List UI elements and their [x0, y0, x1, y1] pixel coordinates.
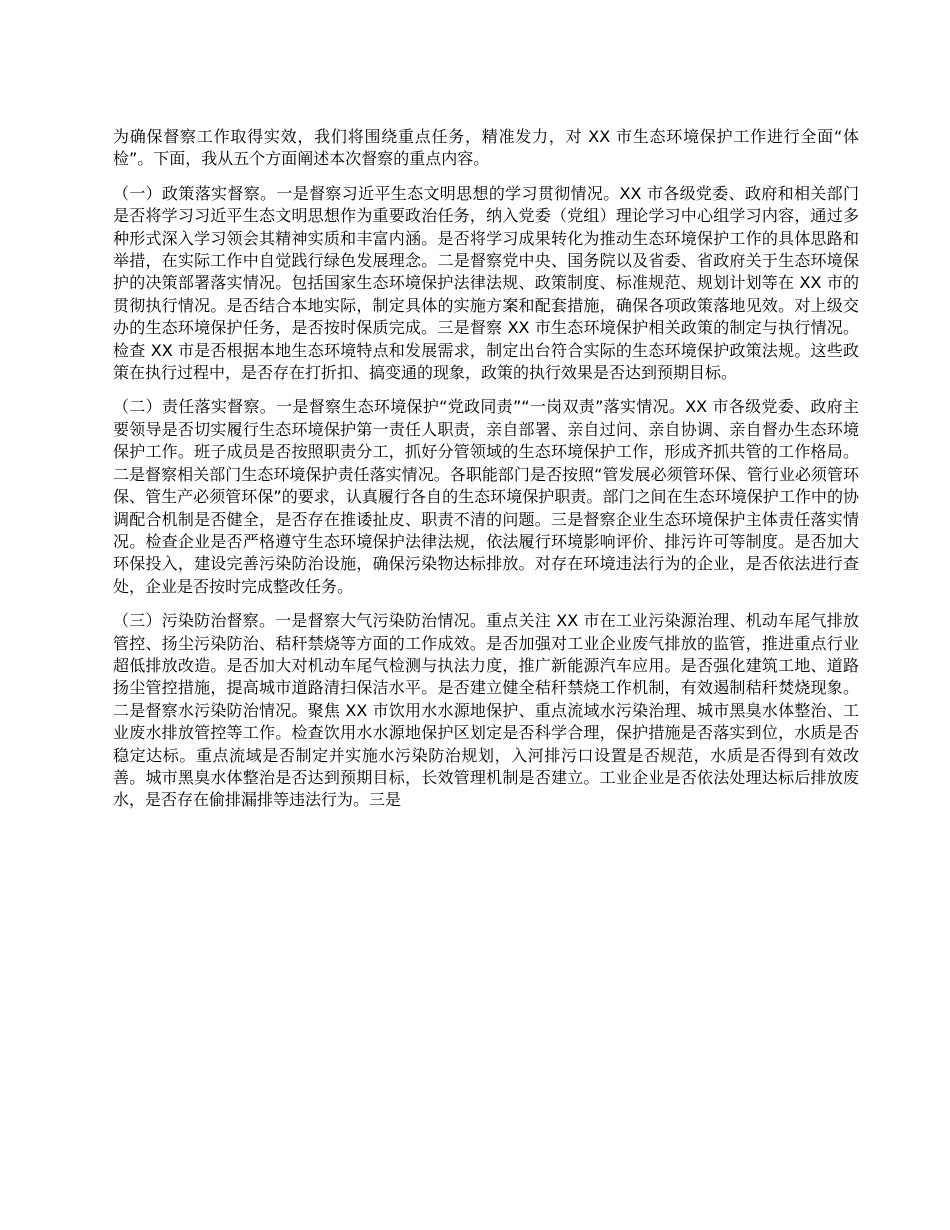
policy-paragraph: （一）政策落实督察。一是督察习近平生态文明思想的学习贯彻情况。XX 市各级党委、政府和相关部门是否将学习习近平生态文明思想作为重要政治任务，纳入党委（党组）理论学习中心组学习内容，通过多种形式深入学习领会其精神实质和丰富内涵。是否将学习成果转化为推动生态环境保护工作的具体思路和举措，在实际工作中自觉践行绿色发展理念。二是督察党中央、国务院以及省委、省政府关于生态环境保护的决策部署落实情况。包括国家生态环境保护法律法规、政策制度、标准规范、规划计划等在 XX 市的贯彻执行情况。是否结合本地实际，制定具体的实施方案和配套措施，确保各项政策落地见效。对上级交办的生态环境保护任务，是否按时保质完成。三是督察 XX 市生态环境保护相关政策的制定与执行情况。检查 XX 市是否根据本地生态环境特点和发展需求，制定出台符合实际的生态环境保护政策法规。这些政策在执行过程中，是否存在打折扣、搞变通的现象，政策的执行效果是否达到预期目标。	[113, 183, 859, 383]
intro-paragraph: 为确保督察工作取得实效，我们将围绕重点任务，精准发力，对 XX 市生态环境保护工作进行全面“体检”。下面，我从五个方面阐述本次督察的重点内容。	[113, 127, 859, 169]
document-body	[113, 126, 859, 824]
pollution-paragraph: （三）污染防治督察。一是督察大气污染防治情况。重点关注 XX 市在工业污染源治理、机动车尾气排放管控、扬尘污染防治、秸秆禁烧等方面的工作成效。是否加强对工业企业废气排放的监管，推进重点行业超低排放改造。是否加大对机动车尾气检测与执法力度，推广新能源汽车应用。是否强化建筑工地、道路扬尘管控措施，提高城市道路清扫保洁水平。是否建立健全秸秆禁烧工作机制，有效遏制秸秆焚烧现象。二是督察水污染防治情况。聚焦 XX 市饮用水水源地保护、重点流域水污染治理、城市黑臭水体整治、工业废水排放管控等工作。检查饮用水水源地保护区划定是否科学合理，保护措施是否落实到位，水质是否稳定达标。重点流域是否制定并实施水污染防治规划，入河排污口设置是否规范，水质是否得到有效改善。城市黑臭水体整治是否达到预期目标，长效管理机制是否建立。工业企业是否依法处理达标后排放废水，是否存在偷排漏排等违法行为。三是	[113, 611, 859, 810]
responsibility-paragraph: （二）责任落实督察。一是督察生态环境保护“党政同责”“一岗双责”落实情况。XX 市各级党委、政府主要领导是否切实履行生态环境保护第一责任人职责，亲自部署、亲自过问、亲自协调、亲自督办生态环境保护工作。班子成员是否按照职责分工，抓好分管领域的生态环境保护工作，形成齐抓共管的工作格局。二是督察相关部门生态环境保护责任落实情况。各职能部门是否按照“管发展必须管环保、管行业必须管环保、管生产必须管环保”的要求，认真履行各自的生态环境保护职责。部门之间在生态环境保护工作中的协调配合机制是否健全，是否存在推诿扯皮、职责不清的问题。三是督察企业生态环境保护主体责任落实情况。检查企业是否严格遵守生态环境保护法律法规，依法履行环境影响评价、排污许可等制度。是否加大环保投入，建设完善污染防治设施，确保污染物达标排放。对存在环境违法行为的企业，是否依法进行查处，企业是否按时完成整改任务。	[113, 397, 859, 596]
